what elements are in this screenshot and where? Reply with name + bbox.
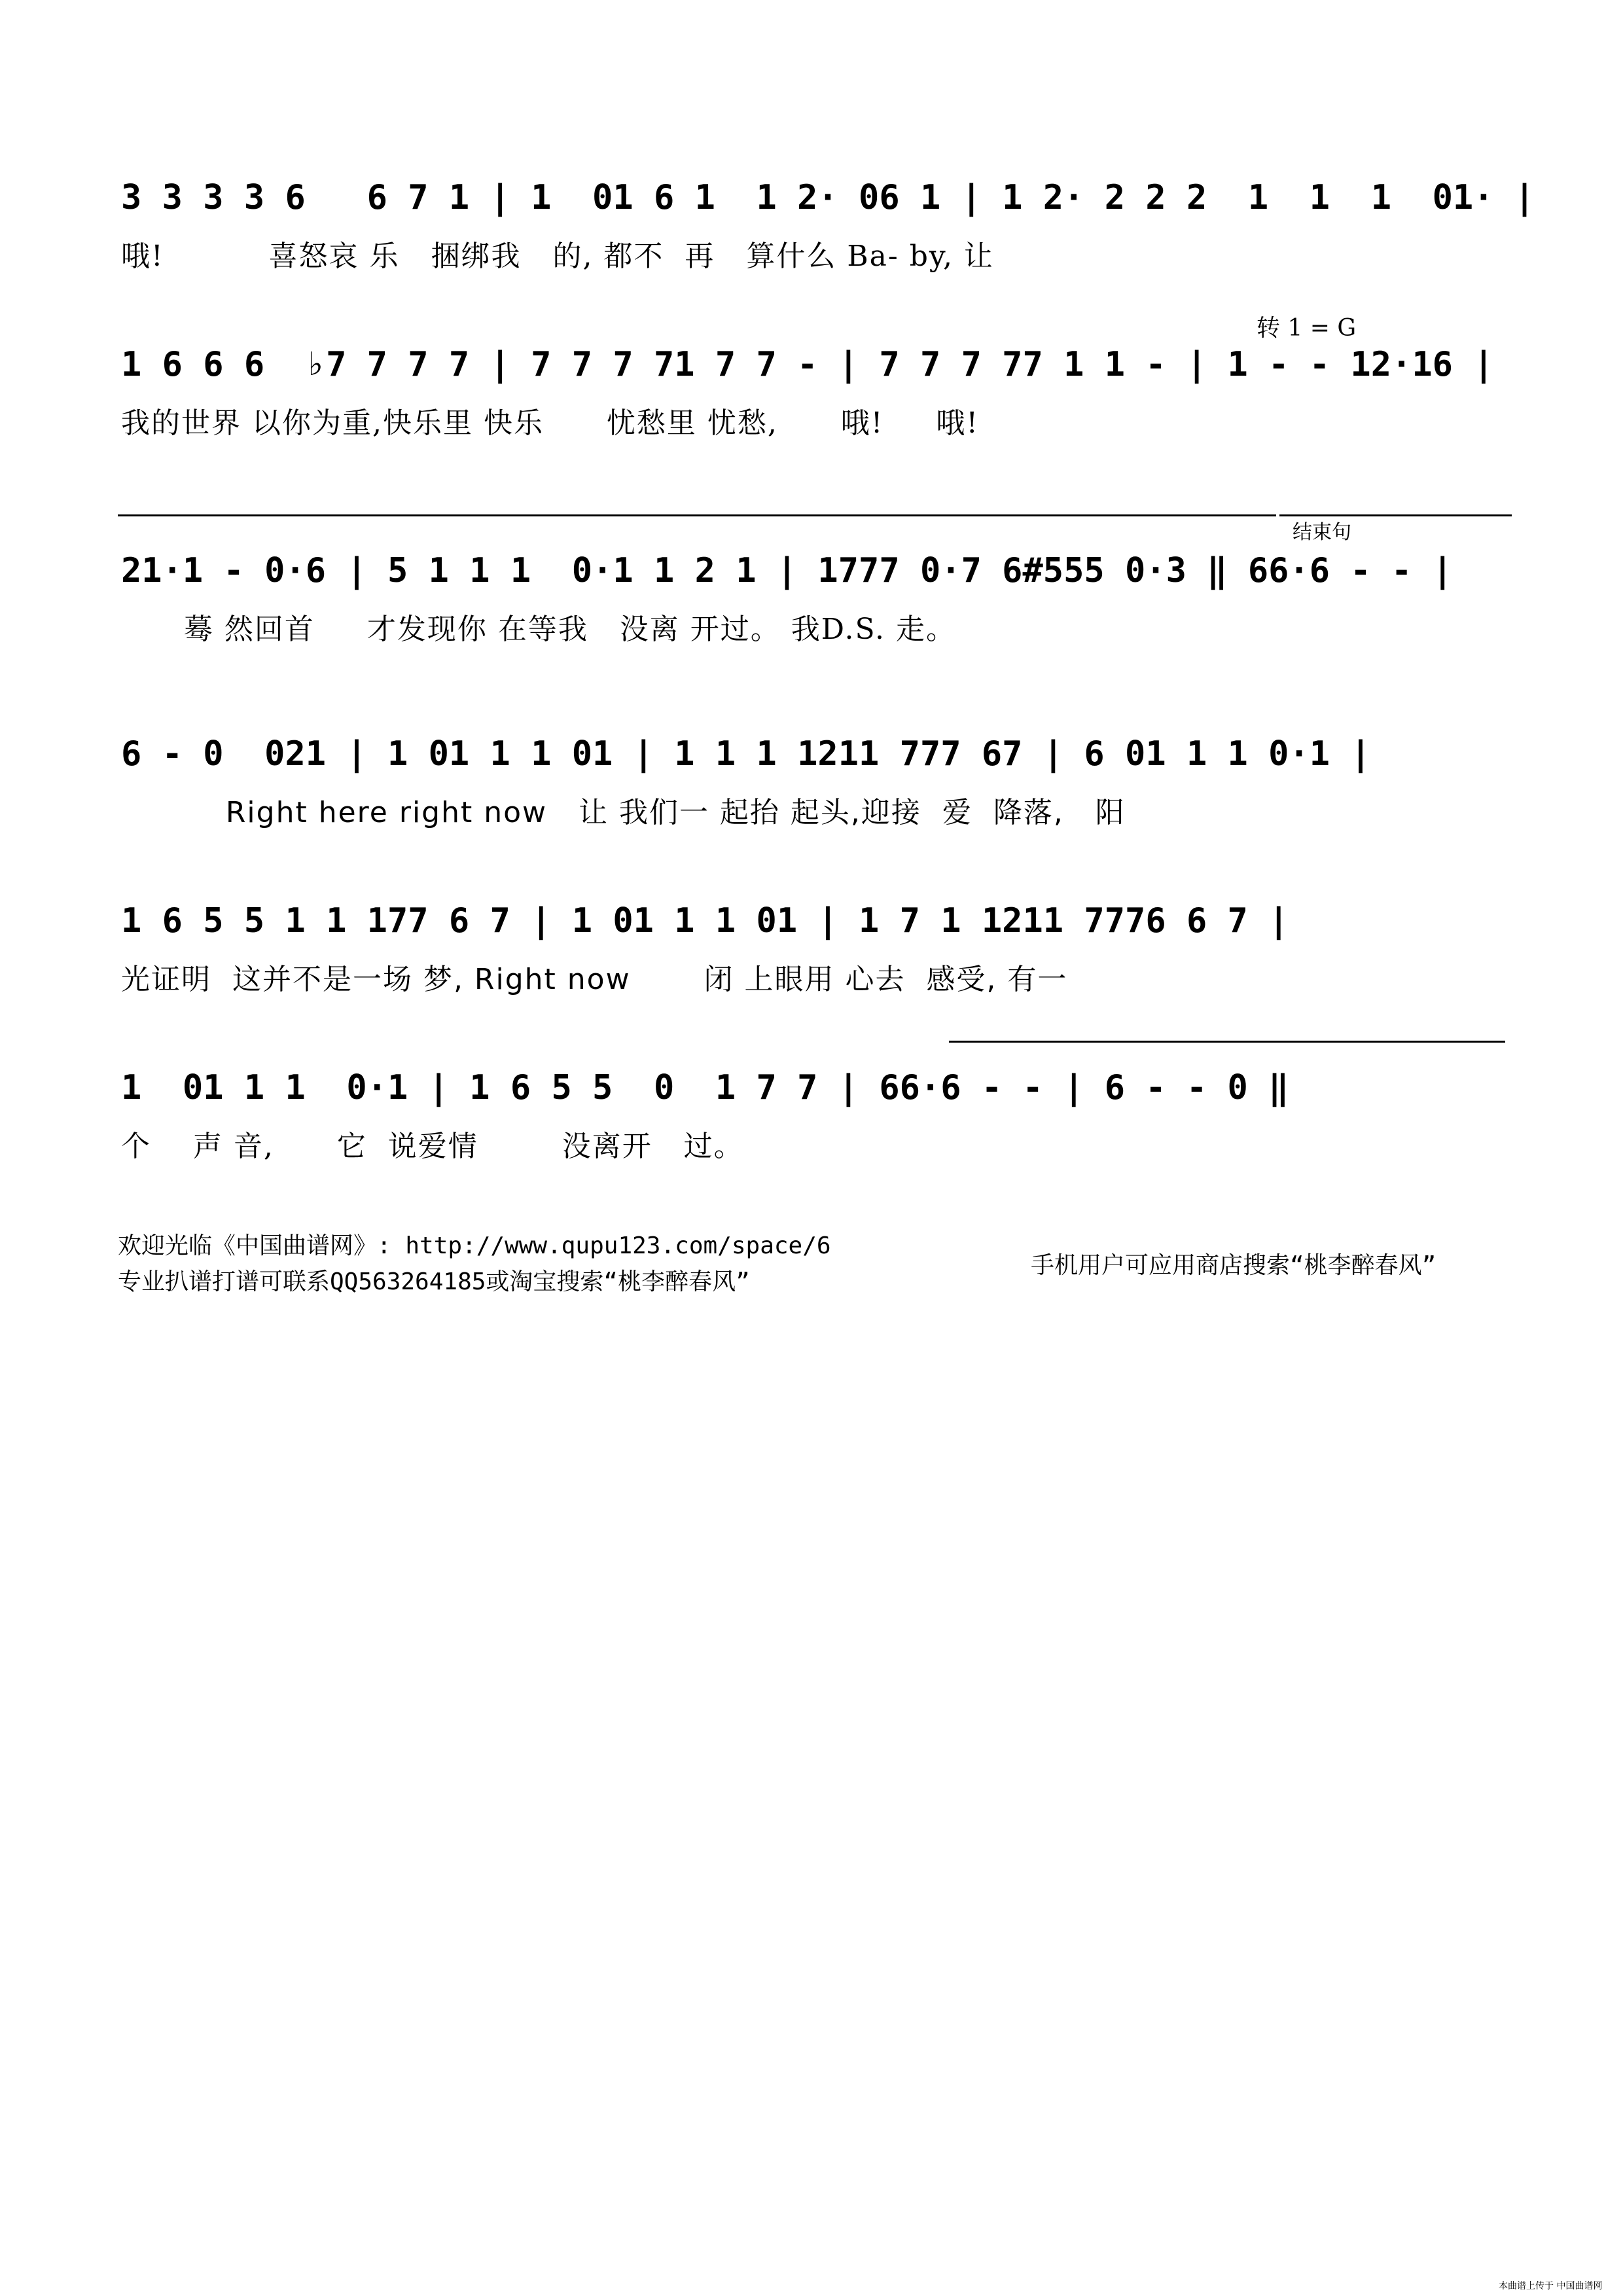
notes-line [121,537,1502,596]
repeat-bracket [118,514,1276,516]
note-sequence: 21·1 - 0·6 | 5 1 1 1 0·1 1 2 1 | 1777 0·7 6#555 0·3 ‖ 66·6 - - | [121,551,1453,590]
staff-system-6 [0,1054,1623,1224]
staff-system-5 [0,887,1623,1057]
notes-line [121,1054,1502,1113]
notes-line [121,164,1535,223]
footer-right: 手机用户可应用商店搜索“桃李醉春风” [1031,1252,1436,1279]
staff-system-2 [0,315,1623,501]
note-sequence: 3 3 3 3 6 6 7 1 | 1 01 6 1 1 2· 06 1 | 1 2· 2 2 2 1 1 1 01· | [121,178,1535,217]
lyrics-line: 个 声 音, 它 说爱情 没离开 过。 [121,1130,744,1163]
upload-stamp: 本曲谱上传于 中国曲谱网 [1499,2281,1603,2291]
staff-system-4 [0,720,1623,890]
key-change-annotation: 转 1 = G [1257,315,1357,342]
lyrics-line: 光证明 这并不是一场 梦, Right now 闭 上眼用 心去 感受, 有一 [121,963,1068,996]
lyrics-line: 蓦 然回首 才发现你 在等我 没离 开过。 我D.S. 走。 [121,613,956,646]
lyrics-line: 哦! 喜怒哀 乐 捆绑我 的, 都不 再 算什么 Ba- by, 让 [121,240,994,273]
note-sequence: 6 - 0 021 | 1 01 1 1 01 | 1 1 1 1211 777 67 | 6 01 1 1 0·1 | [121,734,1371,774]
lyrics-line: Right here right now 让 我们一 起抬 起头,迎接 爱 降落, 阳 [121,796,1126,829]
footer-line-2: 专业扒谱打谱可联系QQ563264185或淘宝搜索“桃李醉春风” [118,1268,750,1295]
footer-line-1: 欢迎光临《中国曲谱网》: http://www.qupu123.com/space/6 [118,1232,831,1259]
staff-system-3 [0,511,1623,681]
notes-line [121,887,1502,946]
ending-label: 结束句 [1293,521,1351,544]
note-sequence: 1 6 5 5 1 1 177 6 7 | 1 01 1 1 01 | 1 7 1 1211 7776 6 7 | [121,901,1289,941]
note-sequence: 1 6 6 6 ♭7 7 7 7 | 7 7 7 71 7 7 - | 7 7 7 77 1 1 - | 1 - - 12·16 | [121,345,1494,384]
notes-line [121,331,1502,389]
staff-system-1 [0,164,1623,334]
slur-line [949,1041,1505,1043]
lyrics-line: 我的世界 以你为重,快乐里 快乐 忧愁里 忧愁, 哦! 哦! [121,406,980,440]
note-sequence: 1 01 1 1 0·1 | 1 6 5 5 0 1 7 7 | 66·6 - - | 6 - - 0 ‖ [121,1068,1289,1107]
notes-line [121,720,1502,779]
